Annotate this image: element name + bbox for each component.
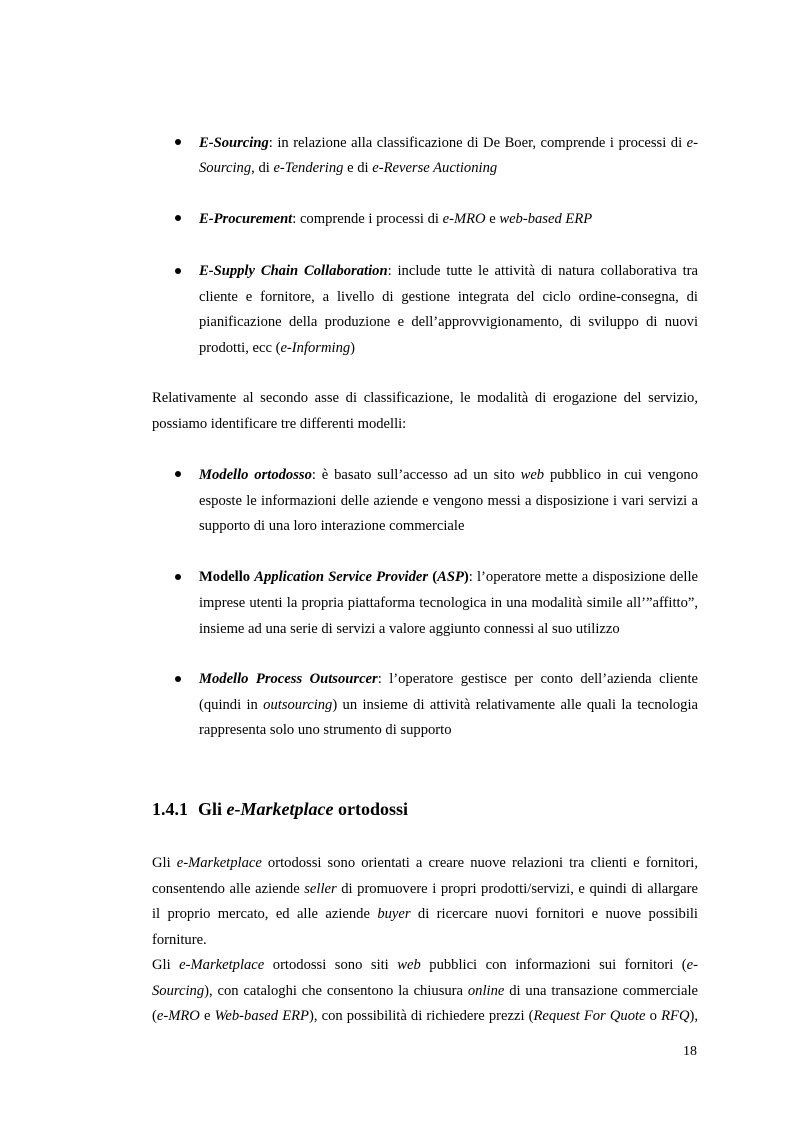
text: : in relazione alla classificazione di De Boer, comprende i processi di [268, 135, 687, 151]
text-italic: e-MRO [442, 211, 486, 227]
model1-line2 [199, 492, 698, 510]
term-modello-process-outsourcer: Modello Process Outsourcer [199, 671, 378, 687]
text: ), [689, 1008, 698, 1024]
text: pubblico in cui vengono [544, 467, 698, 483]
text: ( [428, 569, 438, 585]
bullet-icon [175, 471, 181, 477]
section-title-italic: e-Marketplace [226, 799, 334, 819]
model3-line3 [199, 721, 452, 739]
text: ortodossi sono siti [264, 957, 398, 973]
para3-line1 [152, 956, 698, 974]
para2-line3 [152, 905, 698, 923]
para2-line1 [152, 854, 698, 872]
text: pianificazione della produzione e dell’approvvigionamento, di sviluppo di nuovi [199, 314, 698, 330]
section-title-text: Gli [198, 799, 227, 819]
term-modello-asp [199, 569, 469, 585]
model2-line2 [199, 594, 698, 612]
text: Modello [199, 569, 255, 585]
text-italic: online [467, 983, 505, 999]
text: (quindi in [199, 697, 264, 713]
text-italic: e- [686, 135, 698, 151]
text: ) un insieme di attività relativamente alle quali la tecnologia [332, 697, 698, 713]
text: e [485, 211, 500, 227]
model3-line2 [199, 696, 698, 714]
text: ), con cataloghi che consentono la chiusura [204, 983, 468, 999]
text: Gli [152, 855, 177, 871]
text-italic: e-Tendering [273, 160, 344, 176]
bullet-escc-line1 [199, 262, 698, 280]
text-italic: e-Marketplace [179, 957, 265, 973]
section-heading [152, 798, 408, 820]
text: ( [152, 1008, 157, 1024]
term-modello-ortodosso: Modello ortodosso [199, 467, 312, 483]
model3-line1 [199, 670, 698, 688]
para2-line4 [152, 931, 207, 949]
text-italic: e- [686, 957, 698, 973]
text-italic: buyer [377, 906, 411, 922]
text-italic: Sourcing [152, 983, 205, 999]
text-italic: e-Reverse Auctioning [372, 160, 498, 176]
text: e di [343, 160, 373, 176]
text: e [199, 1008, 215, 1024]
bullet-escc-line3 [199, 313, 698, 331]
text-italic: Application Service Provider [254, 569, 429, 585]
bullet-icon [175, 574, 181, 580]
text-italic: web [520, 467, 545, 483]
text: consentendo alle aziende [152, 881, 305, 897]
bullet-esourcing-line2 [199, 159, 497, 177]
text-italic: e-MRO [156, 1008, 200, 1024]
term-esourcing: E-Sourcing [199, 135, 269, 151]
text: ), con possibilità di richiedere prezzi ( [308, 1008, 534, 1024]
text: rappresenta solo uno strumento di supporto [199, 722, 452, 738]
text: esposte le informazioni delle aziende e vengono messi a disposizione i vari servizi a [199, 493, 698, 509]
text-italic: e-Informing [280, 340, 351, 356]
page-number: 18 [683, 1044, 697, 1059]
text: di una transazione commerciale [504, 983, 698, 999]
model2-line1 [199, 568, 698, 586]
text: possiamo identificare tre differenti modelli: [152, 416, 407, 432]
text: prodotti, ecc ( [199, 340, 281, 356]
model1-line1 [199, 466, 698, 484]
text-italic: e-Marketplace [176, 855, 262, 871]
text-italic: Request For Quote [533, 1008, 646, 1024]
section-title-text: ortodossi [333, 799, 408, 819]
text: forniture. [152, 932, 207, 948]
text: : include tutte le attività di natura collaborativa tra [387, 263, 698, 279]
para3-line2 [152, 982, 698, 1000]
bullet-esourcing-line1 [199, 134, 698, 152]
text: pubblici con informazioni sui fornitori ( [420, 957, 687, 973]
text: il proprio mercato, ed alle aziende [152, 906, 378, 922]
section-number: 1.4.1 [152, 799, 188, 819]
text: ortodossi sono orientati a creare nuove relazioni tra clienti e fornitori, [261, 855, 699, 871]
text-italic: web [397, 957, 421, 973]
text: : comprende i processi di [292, 211, 443, 227]
text: ) [463, 569, 469, 585]
text: cliente e fornitore, a livello di gestione integrata del ciclo ordine-consegna, di [199, 289, 698, 305]
para3-line3 [152, 1007, 698, 1025]
bullet-escc-line2 [199, 288, 698, 306]
bullet-icon [175, 268, 181, 274]
text-italic: seller [304, 881, 337, 897]
term-eprocurement: E-Procurement [199, 211, 293, 227]
text: ) [350, 340, 356, 356]
text: : l’operatore gestisce per conto dell’azienda cliente [377, 671, 698, 687]
text: : l’operatore mette a disposizione delle [468, 569, 698, 585]
text-italic: ASP [437, 569, 464, 585]
bullet-icon [175, 676, 181, 682]
text: o [645, 1008, 662, 1024]
para1-line2 [152, 415, 406, 433]
text-italic: Sourcing [199, 160, 252, 176]
text-italic: web-based ERP [499, 211, 593, 227]
bullet-escc-line4 [199, 339, 355, 357]
text: supporto di una loro interazione commerciale [199, 518, 465, 534]
text: Relativamente al secondo asse di classificazione, le modalità di erogazione del servizio, [152, 390, 698, 406]
text-italic: Web-based ERP [214, 1008, 309, 1024]
text: : è basato sull’accesso ad un sito [311, 467, 521, 483]
para2-line2 [152, 880, 698, 898]
model1-line3 [199, 517, 464, 535]
bullet-icon [175, 139, 181, 145]
text-italic: outsourcing [263, 697, 333, 713]
para1-line1 [152, 389, 698, 407]
term-escc: E-Supply Chain Collaboration [199, 263, 388, 279]
model2-line3 [199, 620, 620, 638]
text: imprese utenti la propria piattaforma tecnologica in una modalità simile all’”affitto”, [199, 595, 698, 611]
text: Gli [152, 957, 180, 973]
bullet-eprocurement-line1 [199, 210, 592, 228]
text: di ricercare nuovi fornitori e nuove possibili [410, 906, 698, 922]
text: di promuovere i propri prodotti/servizi, e quindi di allargare [336, 881, 698, 897]
text-italic: RFQ [661, 1008, 690, 1024]
text: , di [251, 160, 274, 176]
bullet-icon [175, 215, 181, 221]
text: insieme ad una serie di servizi a valore aggiunto connessi al suo utilizzo [199, 621, 620, 637]
